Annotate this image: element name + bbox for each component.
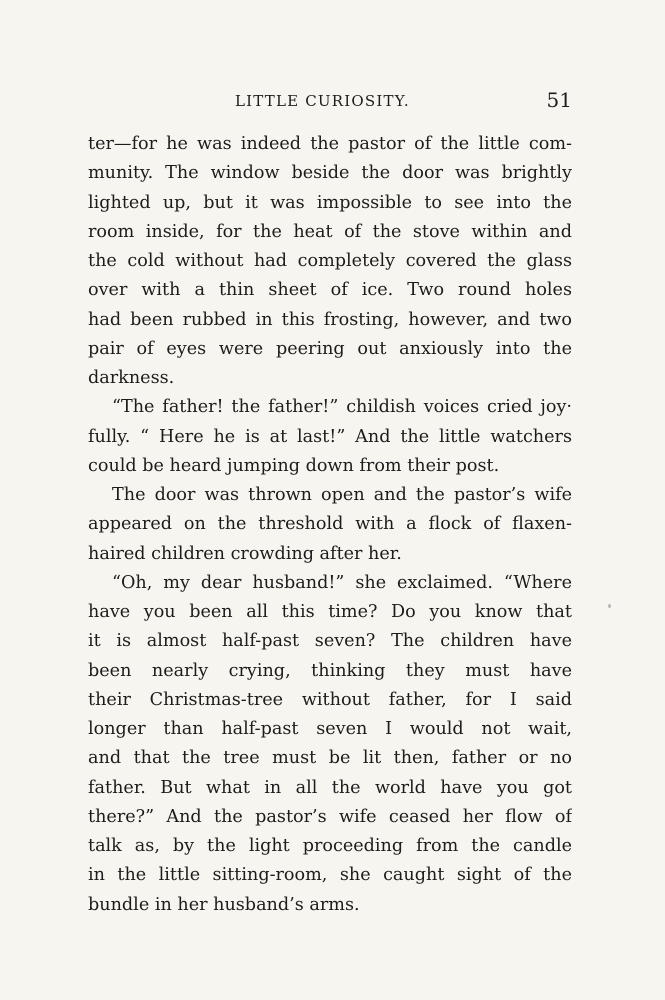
text-line: longer than half-past seven I would not wait, (88, 719, 572, 739)
text-line: talk as, by the light proceeding from the candle (88, 836, 572, 856)
text-line: The door was thrown open and the pastor’s wife (112, 485, 572, 505)
text-line: and that the tree must be lit then, father or no (88, 748, 572, 769)
running-title: LITTLE CURIOSITY. (235, 92, 410, 110)
text-line: haired children crowding after her. (88, 543, 402, 564)
text-line: could be heard jumping down from their post. (88, 455, 500, 476)
page-number: 51 (546, 88, 572, 112)
text-line: had been rubbed in this frosting, however, and two (88, 309, 572, 330)
text-line: pair of eyes were peering out anxiously into the (88, 338, 572, 359)
text-line: lighted up, but it was impossible to see into the (88, 192, 572, 213)
text-line: “Oh, my dear husband!” she exclaimed. “Where (112, 572, 572, 593)
paper-speck (608, 604, 611, 608)
text-line: fully. “ Here he is at last!” And the little watchers (88, 426, 572, 447)
text-line: in the little sitting-room, she caught sight of the (88, 865, 572, 886)
text-line: father. But what in all the world have you got (88, 777, 572, 798)
text-line: appeared on the threshold with a flock of flaxen- (88, 514, 572, 535)
running-head (88, 88, 572, 116)
text-line: bundle in her husband’s arms. (88, 894, 360, 915)
text-line: their Christmas-tree without father, for I said (88, 689, 572, 710)
text-line: darkness. (88, 368, 175, 388)
text-line: there?” And the pastor’s wife ceased her flow of (88, 806, 572, 827)
text-line: the cold without had completely covered the glass (88, 251, 572, 271)
body-text (88, 130, 572, 920)
text-line: over with a thin sheet of ice. Two round holes (88, 280, 572, 301)
text-line: munity. The window beside the door was brightly (88, 163, 572, 184)
text-line: “The father! the father!” childish voices cried joy· (112, 397, 572, 418)
text-line: ter—for he was indeed the pastor of the little com- (88, 134, 572, 154)
text-line: have you been all this time? Do you know that (88, 602, 572, 622)
text-line: it is almost half-past seven? The children have (88, 631, 572, 652)
text-line: been nearly crying, thinking they must have (88, 660, 572, 681)
text-line: room inside, for the heat of the stove within and (88, 221, 572, 242)
